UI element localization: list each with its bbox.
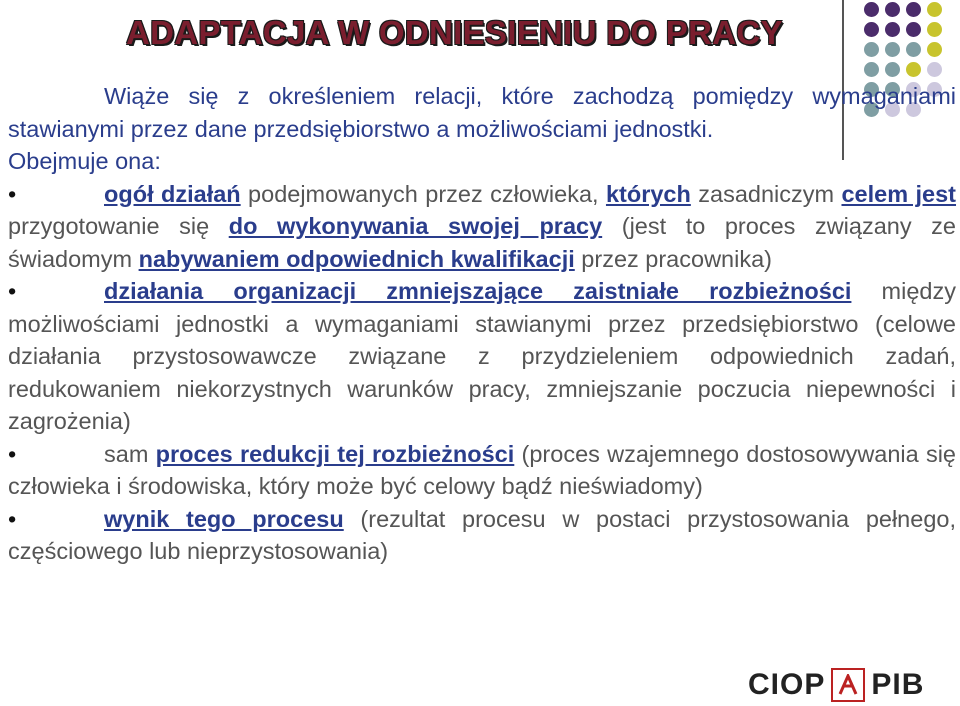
decor-dot xyxy=(906,22,921,37)
bullet-list xyxy=(8,178,956,568)
decor-dot xyxy=(885,22,900,37)
decor-dot xyxy=(927,22,942,37)
decor-dot xyxy=(927,42,942,57)
decor-dot xyxy=(927,2,942,17)
bullet-item xyxy=(8,438,956,503)
decor-dot xyxy=(906,62,921,77)
body-text: (rezultat procesu w postaci przystosowania pełnego, częściowego lub nieprzystosowania) xyxy=(8,505,956,564)
decor-dot xyxy=(864,22,879,37)
decor-dot xyxy=(864,2,879,17)
emphasis-text: proces redukcji tej rozbieżności xyxy=(155,440,515,467)
bullet-marker: • xyxy=(8,440,17,467)
body-text: przygotowanie się xyxy=(8,213,229,239)
intro-paragraph: Wiąże się z określeniem relacji, które zachodzą pomiędzy wymaganiami stawianymi przez dane przedsiębiorstwo a możliwościami jednostki. xyxy=(8,83,956,142)
emphasis-text: do wykonywania swojej pracy xyxy=(228,213,603,239)
decor-dot xyxy=(885,62,900,77)
body-text: podejmowanych przez człowieka, xyxy=(240,180,606,207)
body-text: (proces wzajemnego dostosowywania się człowieka i środowiska, który może być celowy bądź nieświadomy) xyxy=(8,440,956,499)
bullet-marker: • xyxy=(8,278,17,304)
decor-dot xyxy=(885,42,900,57)
includes-label: Obejmuje ona: xyxy=(8,148,161,174)
logo-right-text: PIB xyxy=(871,668,925,701)
bullet-item xyxy=(8,503,956,568)
decor-dot xyxy=(906,42,921,57)
emphasis-text: nabywaniem odpowiednich kwalifikacji xyxy=(138,245,575,272)
body-text: przez pracownika) xyxy=(574,245,772,272)
body-text: zasadniczym xyxy=(690,180,842,207)
ciop-pib-logo xyxy=(748,668,924,702)
bullet-item xyxy=(8,178,956,276)
decor-dot xyxy=(906,2,921,17)
body-text: sam xyxy=(104,440,156,467)
decor-dot xyxy=(885,2,900,17)
emphasis-text: celem jest xyxy=(841,180,957,207)
slide-body xyxy=(8,80,956,568)
emphasis-text: wynik tego procesu xyxy=(104,505,344,532)
decor-dot xyxy=(864,42,879,57)
emphasis-text: ogół działań xyxy=(104,180,241,207)
emphasis-text: działania organizacji zmniejszające zaistniałe rozbieżności xyxy=(104,278,852,304)
decor-dot xyxy=(864,62,879,77)
emphasis-text: których xyxy=(605,180,691,207)
body-text: między możliwościami jednostki a wymaganiami stawianymi przez przedsiębiorstwo (celowe działania przystosowawcze związane z przydzieleniem odpowiednich zadań, redukowaniem niekorzystnych warunków pracy, zmniejszanie poczucia niepewności i zagrożenia) xyxy=(8,278,956,434)
bullet-marker: • xyxy=(8,505,17,532)
bullet-marker: • xyxy=(8,180,17,207)
logo-mark-icon xyxy=(831,668,865,702)
logo-left-text: CIOP xyxy=(748,668,826,701)
body-text: (jest to proces związany ze świadomym xyxy=(8,213,956,272)
decor-dot xyxy=(927,62,942,77)
bullet-item xyxy=(8,275,956,438)
page-title: ADAPTACJA W ODNIESIENIU DO PRACY xyxy=(126,14,783,51)
